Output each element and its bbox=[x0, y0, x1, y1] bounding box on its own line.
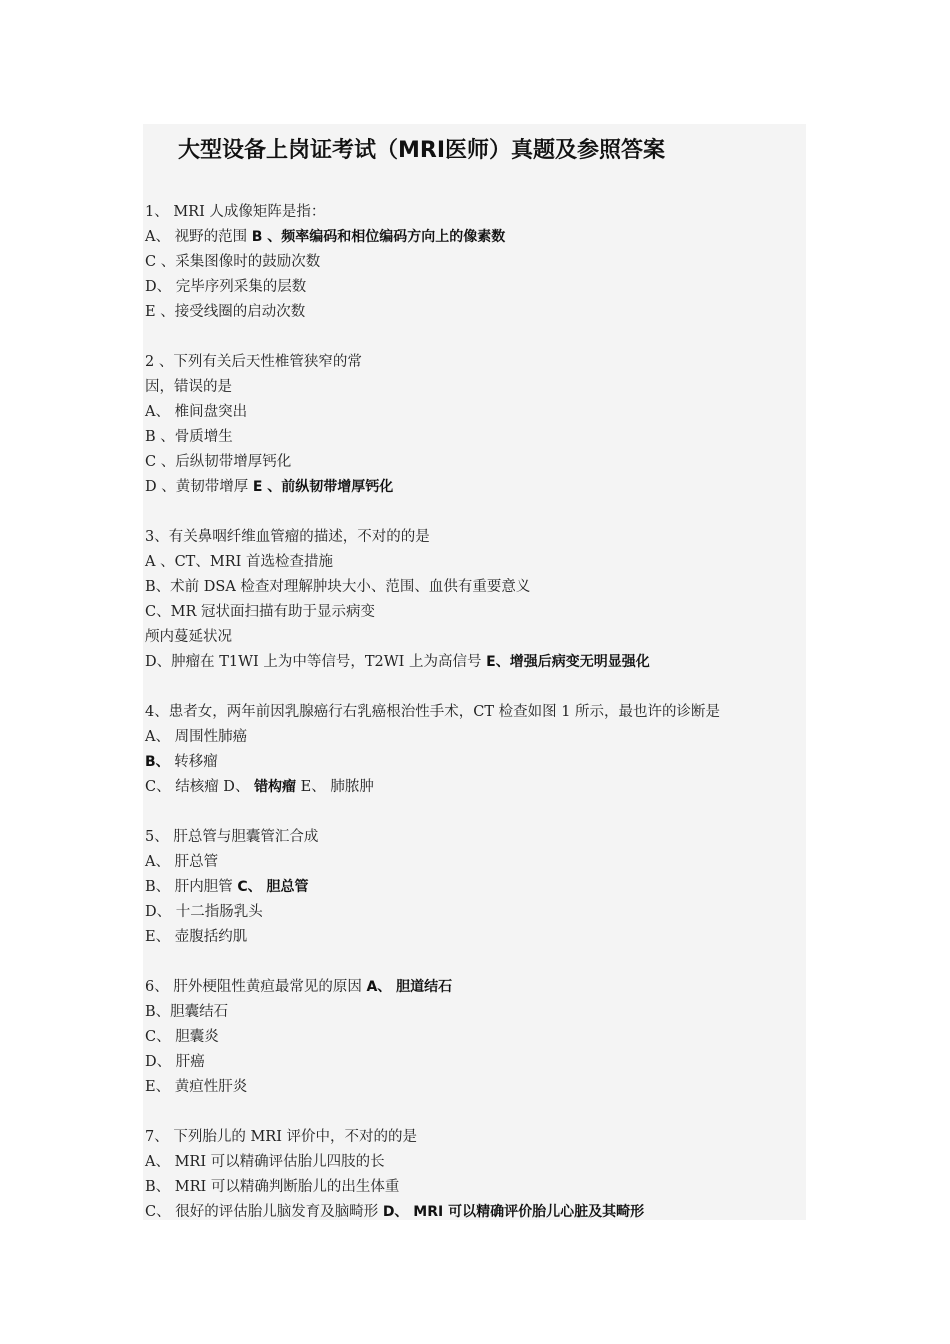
question-line bbox=[145, 275, 800, 300]
question-line bbox=[145, 1025, 800, 1050]
question-block bbox=[145, 525, 800, 675]
question-line bbox=[145, 1050, 800, 1075]
question-text: A、 肝总管 bbox=[145, 854, 219, 870]
answer-text: 错构瘤 bbox=[254, 779, 297, 795]
question-text: 7、 下列胎儿的 MRI 评价中，不对的的是 bbox=[145, 1129, 418, 1145]
question-text: C、 很好的评估胎儿脑发育及脑畸形 bbox=[145, 1204, 383, 1220]
question-line bbox=[145, 625, 800, 650]
question-line bbox=[145, 1200, 800, 1225]
question-line bbox=[145, 1075, 800, 1100]
question-line bbox=[145, 425, 800, 450]
question-line bbox=[145, 300, 800, 325]
question-block bbox=[145, 825, 800, 950]
question-line bbox=[145, 1175, 800, 1200]
question-line bbox=[145, 475, 800, 500]
question-text: C、 胆囊炎 bbox=[145, 1029, 219, 1045]
question-text: 转移瘤 bbox=[169, 754, 218, 770]
answer-text: E、增强后病变无明显强化 bbox=[486, 654, 650, 670]
question-text: 1、 MRI 人成像矩阵是指： bbox=[145, 204, 326, 220]
answer-text: E 、前纵韧带增厚钙化 bbox=[252, 479, 394, 495]
question-stem-line bbox=[145, 975, 800, 1000]
question-stem-line bbox=[145, 525, 800, 550]
question-text: A 、CT、MRI 首选检查措施 bbox=[145, 554, 333, 570]
question-line bbox=[145, 450, 800, 475]
question-text: B、 MRI 可以精确判断胎儿的出生体重 bbox=[145, 1179, 400, 1195]
question-stem-line bbox=[145, 700, 800, 725]
question-text: A、 视野的范围 bbox=[145, 229, 252, 245]
question-line bbox=[145, 1000, 800, 1025]
question-text: C、MR 冠状面扫描有助于显示病变 bbox=[145, 604, 375, 620]
question-stem-line bbox=[145, 1125, 800, 1150]
question-text: 因，错误的是 bbox=[145, 379, 232, 395]
question-text: D、 十二指肠乳头 bbox=[145, 904, 263, 920]
question-line bbox=[145, 925, 800, 950]
question-line bbox=[145, 650, 800, 675]
question-text: B 、骨质增生 bbox=[145, 429, 233, 445]
question-line bbox=[145, 550, 800, 575]
question-line bbox=[145, 575, 800, 600]
question-text: D、 肝癌 bbox=[145, 1054, 205, 1070]
question-stem-line bbox=[145, 350, 800, 375]
question-text: E、 肺脓肿 bbox=[296, 779, 374, 795]
question-text: 5、 肝总管与胆囊管汇合成 bbox=[145, 829, 319, 845]
question-line bbox=[145, 775, 800, 800]
question-block bbox=[145, 350, 800, 500]
question-text: E、 黄疸性肝炎 bbox=[145, 1079, 248, 1095]
question-text: 6、 肝外梗阻性黄疸最常见的原因 bbox=[145, 979, 367, 995]
question-list bbox=[145, 200, 800, 1250]
question-text: C 、后纵韧带增厚钙化 bbox=[145, 454, 292, 470]
question-text: B、 肝内胆管 bbox=[145, 879, 238, 895]
question-line bbox=[145, 225, 800, 250]
question-line bbox=[145, 600, 800, 625]
question-line bbox=[145, 875, 800, 900]
question-text: D、肿瘤在 T1WI 上为中等信号，T2WI 上为高信号 bbox=[145, 654, 487, 670]
question-text: E、 壶腹括约肌 bbox=[145, 929, 248, 945]
answer-text: C、 胆总管 bbox=[237, 879, 309, 895]
question-block bbox=[145, 700, 800, 800]
question-line bbox=[145, 250, 800, 275]
question-text: 4、患者女，两年前因乳腺癌行右乳癌根治性手术，CT 检查如图 1 所示，最也许的诊断是 bbox=[145, 704, 721, 720]
answer-text: D、 MRI 可以精确评价胎儿心脏及其畸形 bbox=[382, 1204, 645, 1220]
question-text: 3、有关鼻咽纤维血管瘤的描述，不对的的是 bbox=[145, 529, 430, 545]
question-text: C 、采集图像时的鼓励次数 bbox=[145, 254, 321, 270]
question-stem-line bbox=[145, 825, 800, 850]
question-text: A、 MRI 可以精确评估胎儿四肢的长 bbox=[145, 1154, 385, 1170]
question-text: C、 结核瘤 D、 bbox=[145, 779, 255, 795]
question-line bbox=[145, 1150, 800, 1175]
question-text: 2 、下列有关后天性椎管狭窄的常 bbox=[145, 354, 362, 370]
question-block bbox=[145, 200, 800, 325]
question-line bbox=[145, 400, 800, 425]
question-text: A、 椎间盘突出 bbox=[145, 404, 248, 420]
answer-text: A、 胆道结石 bbox=[366, 979, 453, 995]
question-text: D、 完毕序列采集的层数 bbox=[145, 279, 307, 295]
question-text: 颅内蔓延状况 bbox=[145, 629, 232, 645]
question-block bbox=[145, 1125, 800, 1225]
question-line bbox=[145, 900, 800, 925]
question-text: E 、接受线圈的启动次数 bbox=[145, 304, 306, 320]
question-stem-line bbox=[145, 200, 800, 225]
question-line bbox=[145, 375, 800, 400]
question-line bbox=[145, 850, 800, 875]
question-text: A、 周围性肺癌 bbox=[145, 729, 248, 745]
answer-text: B、 bbox=[145, 754, 170, 770]
answer-text: B 、频率编码和相位编码方向上的像素数 bbox=[251, 229, 506, 245]
question-line bbox=[145, 725, 800, 750]
question-line bbox=[145, 750, 800, 775]
question-text: B、术前 DSA 检查对理解肿块大小、范围、血供有重要意义 bbox=[145, 579, 531, 595]
question-text: D 、黄韧带增厚 bbox=[145, 479, 253, 495]
question-block bbox=[145, 975, 800, 1100]
question-text: B、胆囊结石 bbox=[145, 1004, 229, 1020]
document-title: 大型设备上岗证考试（MRI医师）真题及参照答案 bbox=[178, 138, 666, 163]
